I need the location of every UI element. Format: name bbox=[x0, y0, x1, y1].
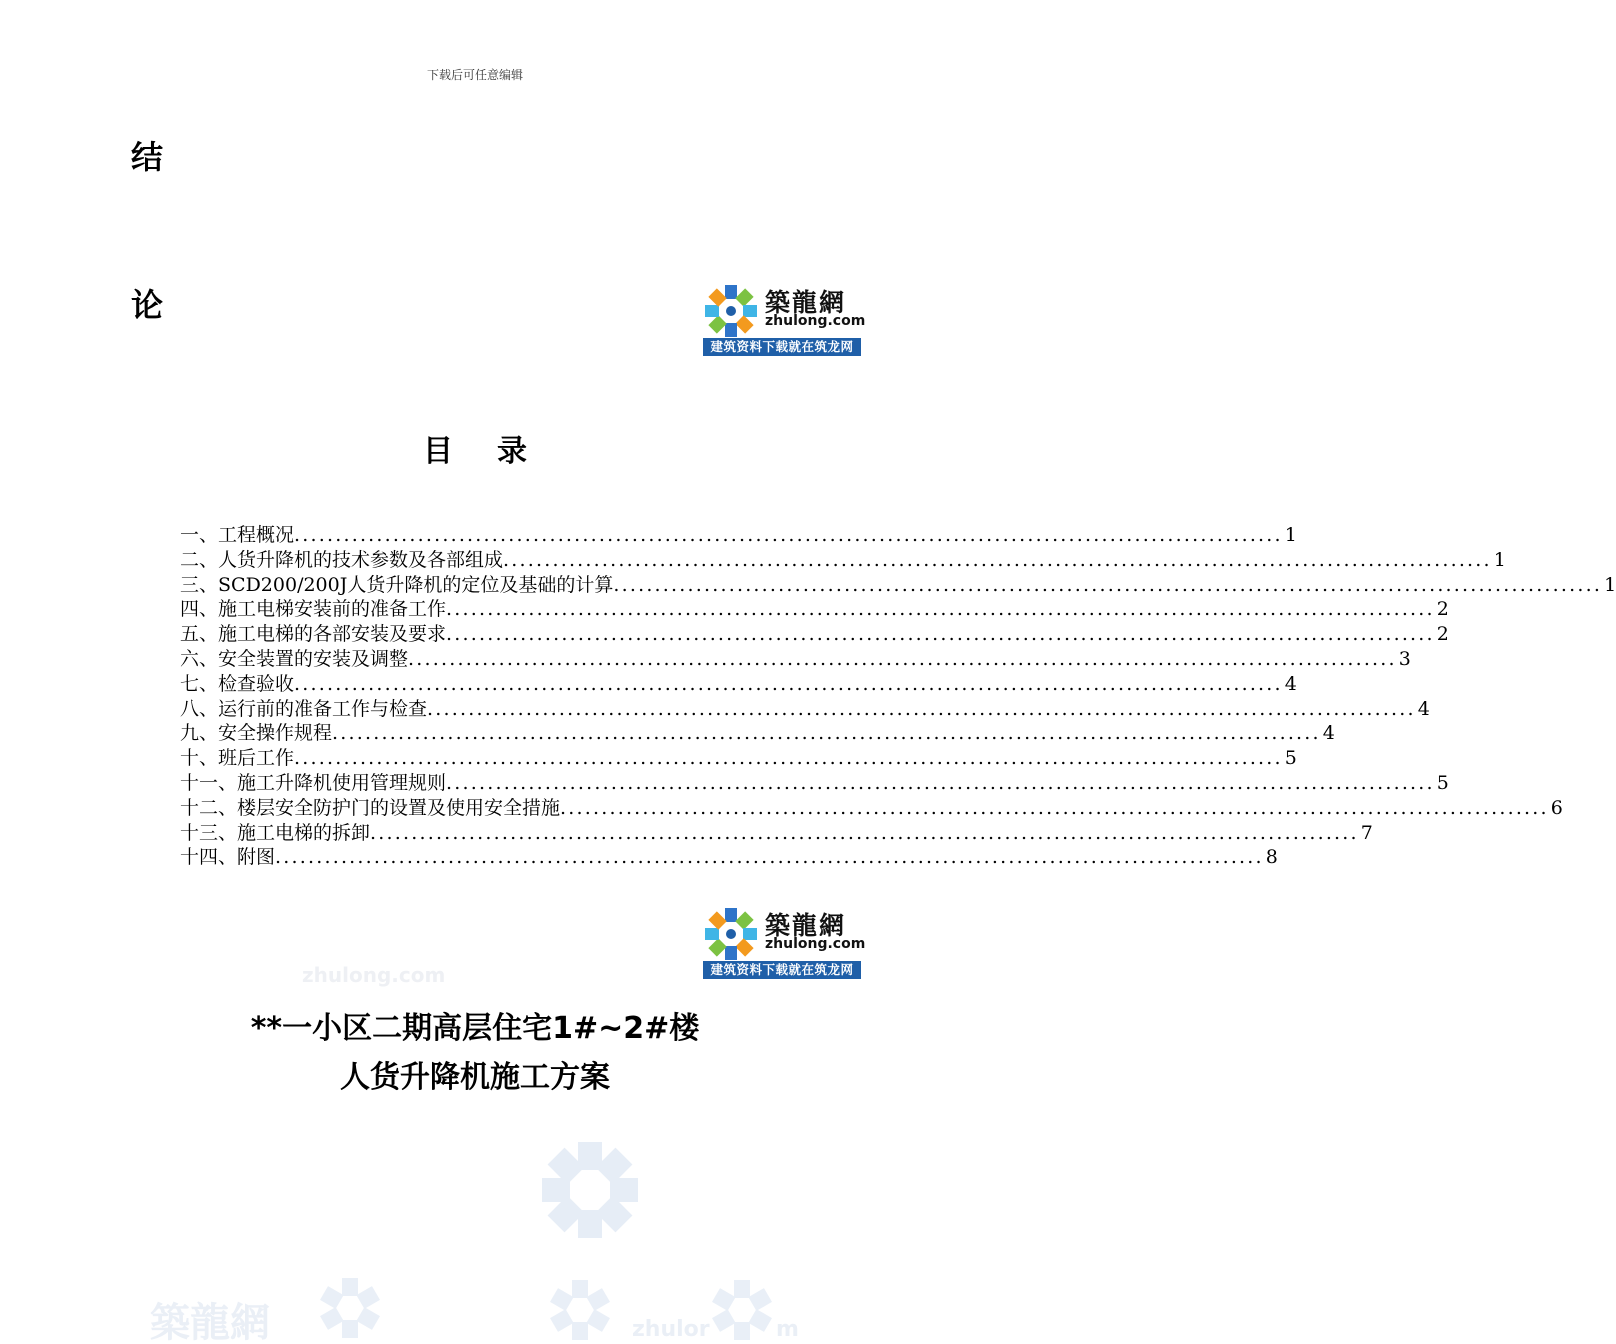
toc-entry bbox=[180, 845, 1278, 870]
toc-entry-page: 6 bbox=[1550, 796, 1563, 819]
toc-entry-number: 十、 bbox=[180, 747, 219, 770]
logo-brand: 築龍網 bbox=[765, 911, 847, 940]
toc-entry-page: 2 bbox=[1436, 623, 1449, 646]
bottom-watermark bbox=[0, 1130, 950, 1344]
toc-entry bbox=[180, 597, 1449, 622]
toc-entry-label: 工程概况 bbox=[218, 524, 295, 546]
toc-entry-label: 安全操作规程 bbox=[218, 722, 333, 745]
toc-entry-page: 8 bbox=[1265, 846, 1278, 869]
toc-entry bbox=[180, 697, 1430, 722]
side-char-2: 论 bbox=[131, 286, 164, 324]
toc-leader-dots: ........................................................................................................................ bbox=[503, 548, 1492, 571]
toc-entry bbox=[180, 647, 1411, 672]
logo-brand: 築龍網 bbox=[765, 288, 847, 317]
toc-entry bbox=[180, 548, 1506, 573]
toc-entry-label: 施工电梯的各部安装及要求 bbox=[218, 623, 447, 646]
toc-entry bbox=[180, 523, 1297, 548]
document-title-line-2: 人货升降机施工方案 bbox=[340, 1060, 610, 1095]
watermark-brand: 築龍網 bbox=[150, 1299, 270, 1344]
watermark-text-b: m bbox=[776, 1317, 799, 1342]
toc-entry-label: 楼层安全防护门的设置及使用安全措施 bbox=[237, 796, 561, 819]
toc-entry bbox=[180, 746, 1297, 771]
toc-entry-label: 人货升降机的技术参数及各部组成 bbox=[218, 548, 504, 571]
toc-entry-number: 十二、 bbox=[180, 796, 238, 819]
toc-entry-page: 5 bbox=[1436, 771, 1449, 794]
toc-entry-page: 4 bbox=[1322, 722, 1335, 745]
toc-entry-page: 2 bbox=[1436, 598, 1449, 621]
toc-leader-dots: ........................................................................................................................ bbox=[370, 821, 1359, 844]
toc-entry-number: 二、 bbox=[180, 548, 219, 571]
toc-entry-label: 施工电梯的拆卸 bbox=[237, 821, 371, 844]
zhulong-logo-mark-icon bbox=[703, 905, 761, 961]
toc-entry-page: 1 bbox=[1493, 548, 1506, 571]
toc-entry-number: 八、 bbox=[180, 697, 219, 720]
toc-title-char-1: 目 bbox=[423, 434, 453, 469]
toc-leader-dots: ........................................................................................................................ bbox=[294, 747, 1283, 770]
toc-entry bbox=[180, 672, 1297, 697]
toc-entry-number: 三、 bbox=[180, 573, 219, 596]
watermark-flower-icon bbox=[542, 1142, 638, 1238]
toc-entry bbox=[180, 821, 1373, 846]
toc-entry-page: 4 bbox=[1417, 697, 1430, 720]
toc-entry-page: 7 bbox=[1360, 821, 1373, 844]
watermark-text-a: zhulor bbox=[632, 1317, 710, 1342]
toc-entry-number: 五、 bbox=[180, 623, 219, 646]
toc-entry-number: 十一、 bbox=[180, 771, 238, 794]
toc-entry-label: SCD200/200J人货升降机的定位及基础的计算 bbox=[218, 573, 614, 596]
toc-title-char-2: 录 bbox=[497, 434, 527, 469]
toc-entry bbox=[180, 771, 1449, 796]
watermark-flower-icon bbox=[550, 1280, 610, 1340]
toc-entry bbox=[180, 622, 1449, 647]
logo-tagline: 建筑资料下载就在筑龙网 bbox=[703, 961, 861, 979]
document-title-line-1: **一小区二期高层住宅1#~2#楼 bbox=[250, 1011, 700, 1046]
toc-leader-dots: ........................................................................................................................ bbox=[294, 524, 1283, 546]
toc-entry-label: 附图 bbox=[237, 846, 276, 869]
toc-entry-number: 四、 bbox=[180, 598, 219, 621]
toc-entry-page: 5 bbox=[1284, 747, 1297, 770]
toc-leader-dots: ........................................................................................................................ bbox=[294, 672, 1283, 695]
zhulong-logo-2 bbox=[703, 903, 866, 979]
zhulong-logo-mark-icon bbox=[703, 282, 761, 338]
watermark-flower-icon bbox=[712, 1280, 772, 1340]
toc-entry-page: 1 bbox=[1284, 524, 1297, 546]
toc-entry-number: 一、 bbox=[180, 524, 219, 546]
header-note: 下载后可任意编辑 bbox=[426, 68, 523, 82]
watermark-flower-icon bbox=[320, 1278, 380, 1338]
toc-leader-dots: ........................................................................................................................ bbox=[446, 598, 1435, 621]
toc-leader-dots: ........................................................................................................................ bbox=[560, 796, 1549, 819]
toc-leader-dots: ........................................................................................................................ bbox=[613, 573, 1603, 596]
toc-entry-page: 3 bbox=[1398, 647, 1411, 670]
toc-leader-dots: ........................................................................................................................ bbox=[408, 647, 1397, 670]
toc-entry-page: 4 bbox=[1284, 672, 1297, 695]
logo-tagline: 建筑资料下载就在筑龙网 bbox=[703, 338, 861, 356]
toc-entry bbox=[180, 721, 1335, 746]
logo-domain: zhulong.com bbox=[765, 313, 866, 329]
toc-entry-label: 检查验收 bbox=[218, 672, 295, 695]
toc-title bbox=[0, 426, 950, 470]
toc-entry-number: 九、 bbox=[180, 722, 219, 745]
toc-leader-dots: ........................................................................................................................ bbox=[446, 623, 1435, 646]
table-of-contents bbox=[180, 523, 1616, 870]
toc-entry-page: 1 bbox=[1604, 573, 1616, 596]
toc-entry-number: 七、 bbox=[180, 672, 219, 695]
toc-entry bbox=[180, 796, 1563, 821]
faint-watermark-text: zhulong.com bbox=[302, 963, 446, 987]
toc-leader-dots: ........................................................................................................................ bbox=[427, 697, 1416, 720]
toc-leader-dots: ........................................................................................................................ bbox=[446, 771, 1435, 794]
toc-entry-label: 施工升降机使用管理规则 bbox=[237, 771, 447, 794]
toc-entry-label: 班后工作 bbox=[218, 747, 295, 770]
toc-entry-number: 六、 bbox=[180, 647, 219, 670]
toc-entry-label: 安全装置的安装及调整 bbox=[218, 647, 409, 670]
toc-entry-label: 施工电梯安装前的准备工作 bbox=[218, 598, 447, 621]
toc-entry-label: 运行前的准备工作与检查 bbox=[218, 697, 428, 720]
toc-entry bbox=[180, 573, 1616, 598]
toc-leader-dots: ........................................................................................................................ bbox=[332, 722, 1321, 745]
zhulong-logo bbox=[703, 280, 866, 356]
toc-leader-dots: ........................................................................................................................ bbox=[275, 846, 1264, 869]
side-char-1: 结 bbox=[131, 138, 164, 176]
logo-domain: zhulong.com bbox=[765, 936, 866, 952]
toc-entry-number: 十三、 bbox=[180, 821, 238, 844]
toc-entry-number: 十四、 bbox=[180, 846, 238, 869]
